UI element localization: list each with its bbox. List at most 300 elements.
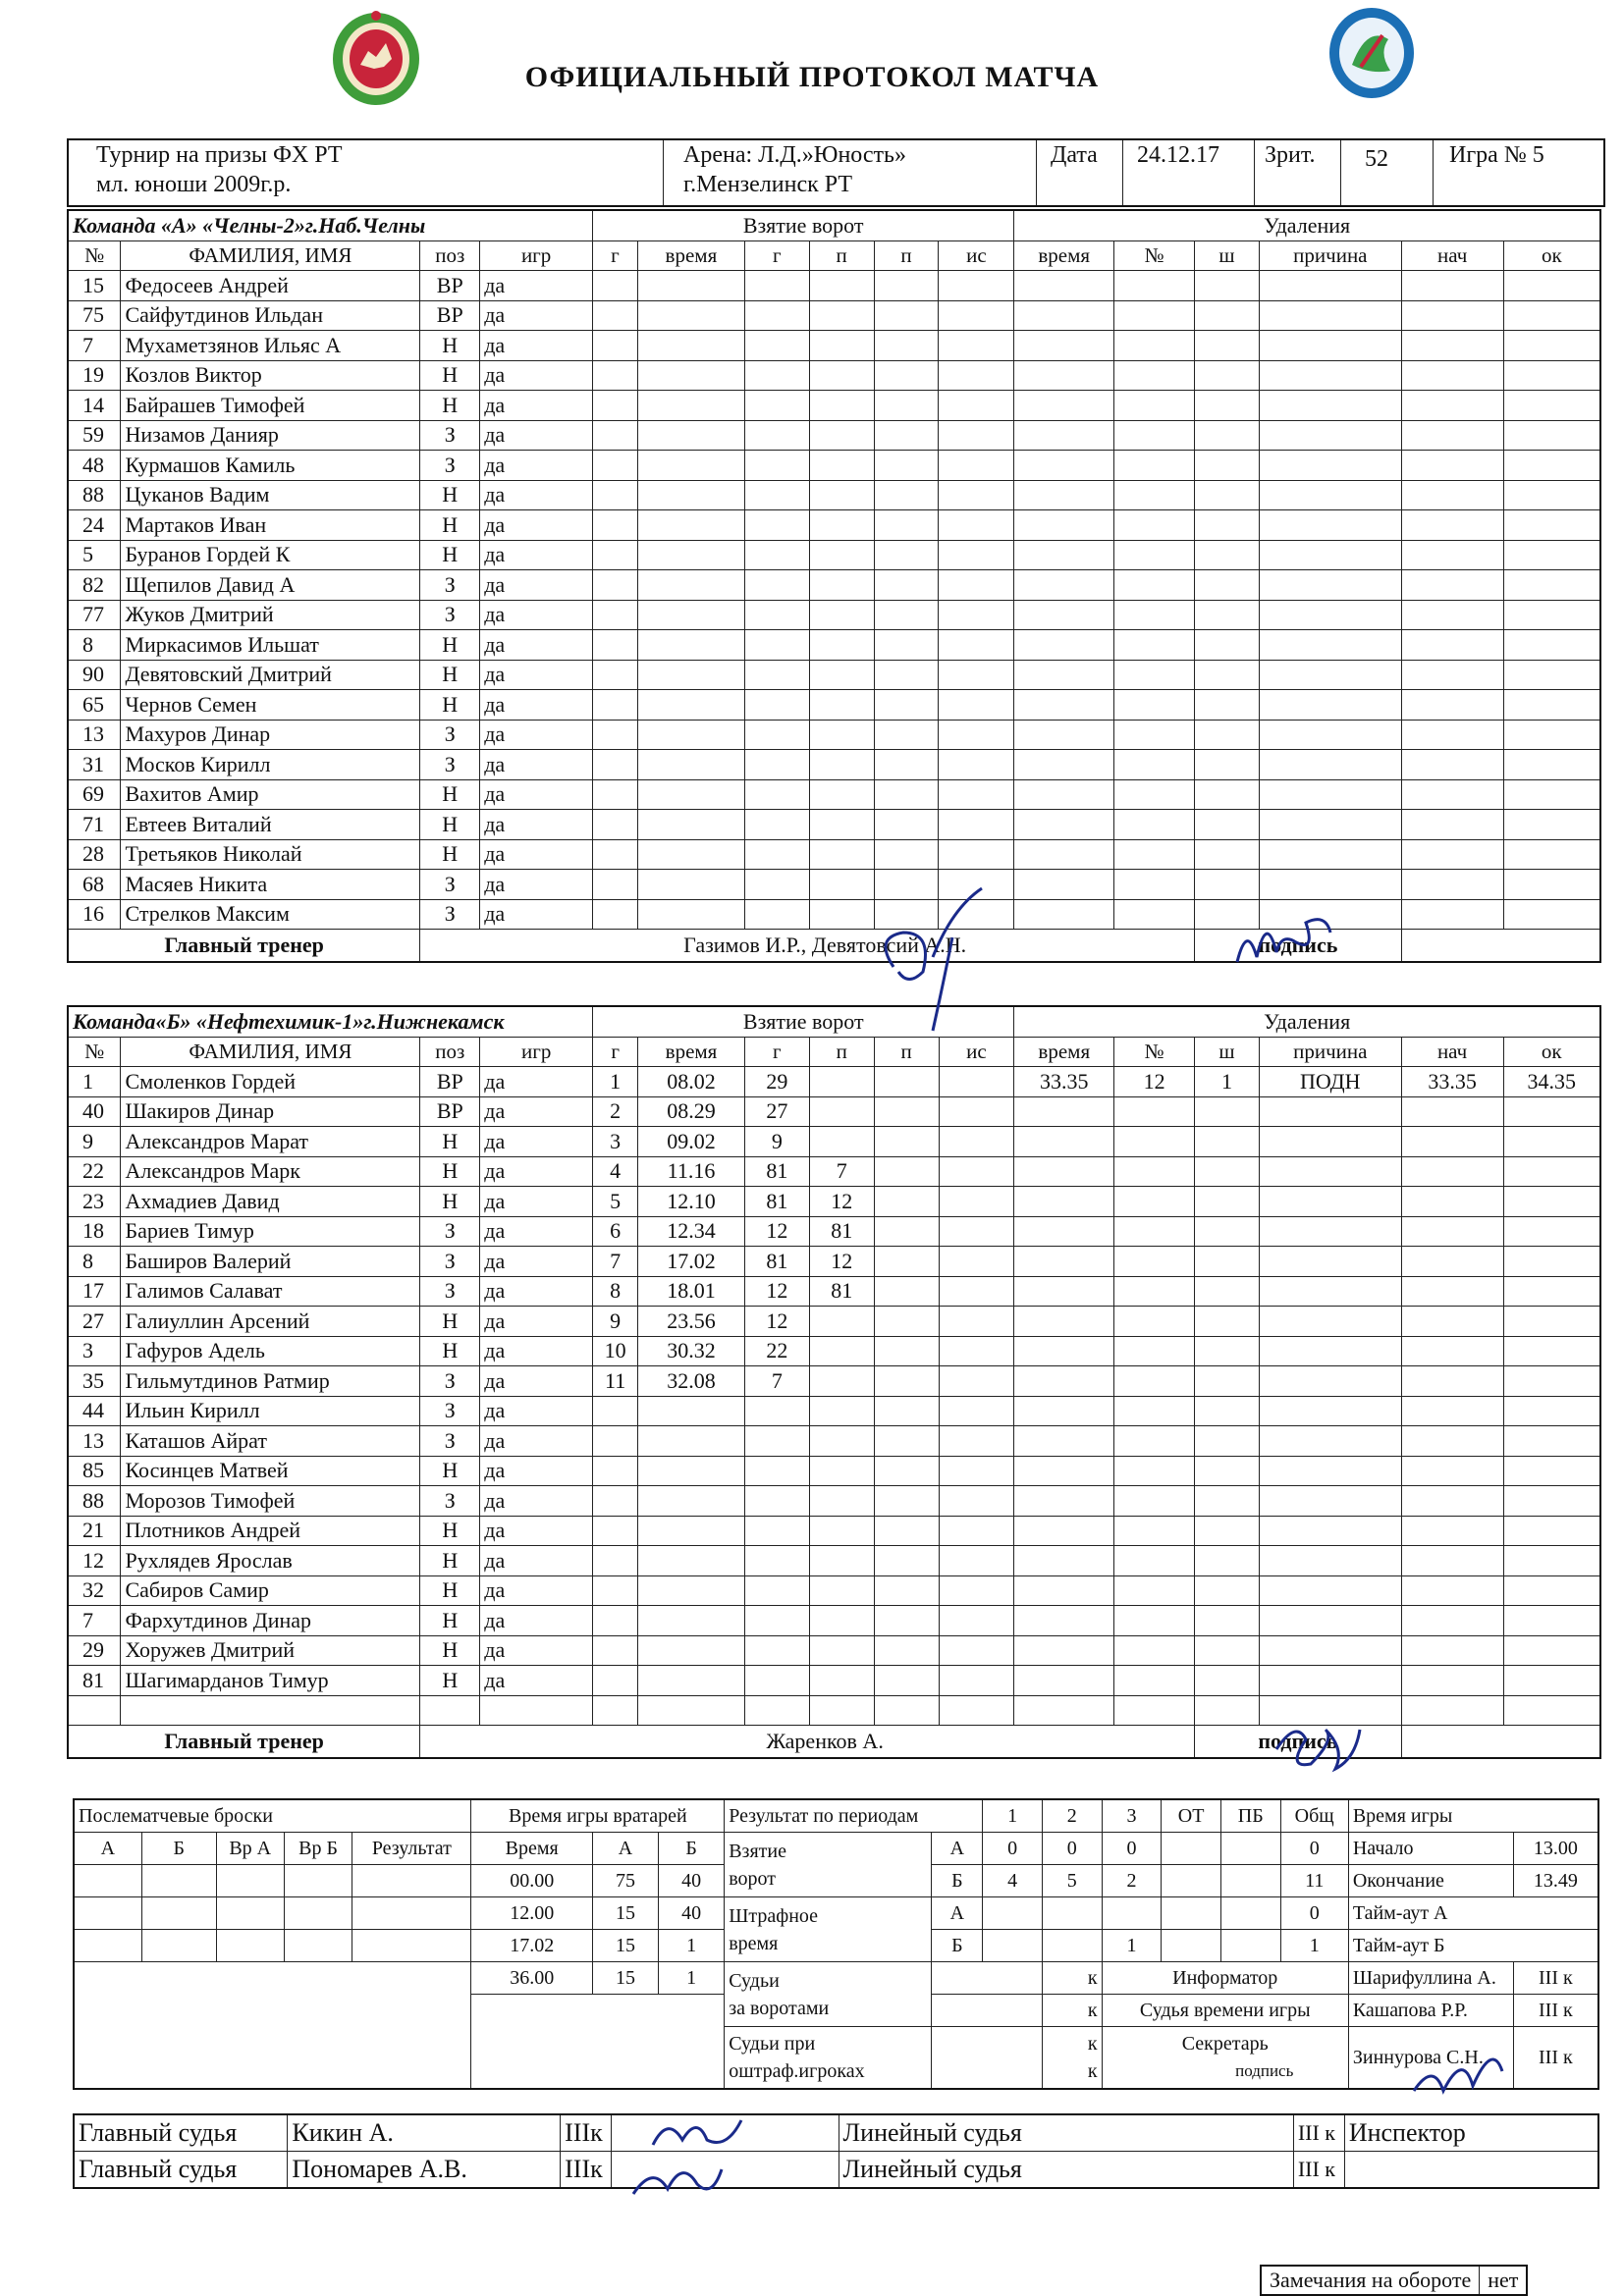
goal-assist-2 (874, 810, 939, 840)
gk-row3-time: 17.02 (471, 1930, 592, 1962)
player-name: Щепилов Давид А (121, 570, 420, 601)
game-number: Игра № 5 (1449, 142, 1544, 168)
penalty-end (1503, 300, 1600, 331)
goal-number: 7 (593, 1247, 638, 1277)
goal-time (638, 1396, 745, 1426)
goal-time (637, 420, 744, 451)
player-position: Н (420, 1666, 480, 1696)
goal-assist-2 (874, 510, 939, 541)
penalty-reason (1259, 600, 1401, 630)
goal-assist-1 (809, 1666, 874, 1696)
chief-referee-1: Кикин А. (288, 2114, 561, 2152)
player-name: Цуканов Вадим (121, 480, 420, 510)
shootout-col-b: Б (141, 1833, 216, 1865)
player-number: 88 (68, 480, 121, 510)
penalty-end (1503, 779, 1600, 810)
player-number: 90 (68, 660, 121, 690)
penalty-reason (1259, 1635, 1401, 1666)
player-row (68, 391, 1600, 421)
goal-time (637, 510, 744, 541)
penalty-end (1503, 570, 1600, 601)
penalty-time (1014, 1187, 1114, 1217)
player-name: Александров Марат (121, 1127, 420, 1157)
goal-scorer: 81 (744, 1156, 809, 1187)
penalty-reason (1259, 271, 1401, 301)
player-name: Низамов Данияр (121, 420, 420, 451)
match-info (67, 138, 1605, 207)
goal-time: 12.34 (638, 1216, 745, 1247)
goal-assist-1 (809, 1635, 874, 1666)
pim-b-total: 1 (1280, 1930, 1348, 1962)
goal-assist-1: 81 (809, 1216, 874, 1247)
penalty-start (1401, 1307, 1503, 1337)
player-played: да (480, 899, 593, 930)
goal-number (593, 690, 638, 721)
goal-situation (939, 540, 1014, 570)
pim-a-p2 (1042, 1897, 1102, 1930)
penalty-minutes (1195, 540, 1260, 570)
penalty-minutes (1195, 1396, 1260, 1426)
penalty-reason (1259, 300, 1401, 331)
penalty-judge-cat (1042, 2027, 1102, 2090)
penalty-start (1401, 1247, 1503, 1277)
start-label: Начало (1348, 1833, 1513, 1865)
goal-assist-1 (809, 1067, 874, 1097)
player-row (68, 510, 1600, 541)
goal-scorer (744, 839, 809, 870)
penalty-minutes (1195, 720, 1260, 750)
pim-b-so (1220, 1930, 1280, 1962)
player-name: Федосеев Андрей (121, 271, 420, 301)
goals-a-p1: 0 (983, 1833, 1043, 1865)
penalty-minutes (1195, 1666, 1260, 1696)
penalty-start (1401, 1575, 1503, 1606)
player-played: да (480, 1546, 593, 1576)
gk-row4-time: 36.00 (471, 1962, 592, 1995)
timeout-a: Тайм-аут А (1348, 1897, 1598, 1930)
goal-situation (939, 300, 1014, 331)
goal-assist-2 (874, 1216, 939, 1247)
goal-assist-1 (809, 839, 874, 870)
arena-cell (664, 140, 1037, 205)
spectators-label: Зрит. (1255, 140, 1341, 205)
chief-referee-2: Пономарев А.В. (288, 2152, 561, 2189)
penalty-reason (1259, 1366, 1401, 1397)
player-row (68, 1216, 1600, 1247)
page-title: ОФИЦИАЛЬНЫЙ ПРОТОКОЛ МАТЧА (524, 61, 1100, 93)
penalty-player (1114, 510, 1195, 541)
goal-number (593, 1695, 638, 1726)
goal-situation (939, 331, 1014, 361)
goal-time (637, 480, 744, 510)
penalty-time (1014, 1096, 1114, 1127)
player-name: Фархутдинов Динар (121, 1606, 420, 1636)
player-position: Н (420, 630, 480, 661)
goals-b-ot (1162, 1865, 1221, 1897)
goal-time (637, 839, 744, 870)
goal-judges-label-2: за воротами (729, 1997, 830, 2019)
player-number: 12 (68, 1546, 121, 1576)
penalty-end (1503, 451, 1600, 481)
player-played: да (480, 660, 593, 690)
goal-number (593, 1426, 638, 1457)
player-row (68, 570, 1600, 601)
goal-assist-1 (809, 1366, 874, 1397)
player-row (68, 690, 1600, 721)
player-name: Гафуров Адель (121, 1336, 420, 1366)
goal-number (593, 271, 638, 301)
penalty-time (1014, 1546, 1114, 1576)
goal-assist-1 (809, 540, 874, 570)
player-row (68, 839, 1600, 870)
penalty-start (1401, 540, 1503, 570)
player-name: Шакиров Динар (121, 1096, 420, 1127)
penalty-time (1014, 870, 1114, 900)
penalty-time (1014, 630, 1114, 661)
goal-scorer (744, 451, 809, 481)
player-row (68, 1635, 1600, 1666)
penalty-player (1114, 1276, 1195, 1307)
penalty-start (1401, 839, 1503, 870)
goal-assist-2 (874, 839, 939, 870)
col-name: ФАМИЛИЯ, ИМЯ (121, 1037, 420, 1067)
goal-assist-2 (874, 1156, 939, 1187)
player-number: 40 (68, 1096, 121, 1127)
player-row (68, 1575, 1600, 1606)
goal-number (593, 420, 638, 451)
penalty-reason (1259, 331, 1401, 361)
player-position: З (420, 1486, 480, 1517)
penalty-start (1401, 1396, 1503, 1426)
player-name: Ильин Кирилл (121, 1396, 420, 1426)
player-position: З (420, 750, 480, 780)
player-played: да (480, 600, 593, 630)
player-position: З (420, 600, 480, 630)
player-number: 59 (68, 420, 121, 451)
goal-assist-2 (874, 1276, 939, 1307)
penalty-time (1014, 720, 1114, 750)
penalty-minutes (1195, 870, 1260, 900)
player-played: да (480, 1396, 593, 1426)
penalty-player (1114, 1127, 1195, 1157)
penalty-minutes (1195, 570, 1260, 601)
timekeeper-label: Судья времени игры (1102, 1995, 1348, 2027)
goal-assist-2 (874, 1546, 939, 1576)
goal-time (637, 870, 744, 900)
player-name: Курмашов Камиль (121, 451, 420, 481)
penalty-minutes (1195, 779, 1260, 810)
date-value: 24.12.17 (1123, 140, 1255, 205)
penalty-time (1014, 510, 1114, 541)
period-2: 2 (1042, 1799, 1102, 1833)
remarks-value: нет (1480, 2266, 1528, 2295)
penalty-player (1114, 1096, 1195, 1127)
player-row (68, 899, 1600, 930)
penalty-end (1503, 630, 1600, 661)
goal-assist-2 (874, 1127, 939, 1157)
goal-assist-1 (809, 1486, 874, 1517)
penalty-reason: ПОДН (1259, 1067, 1401, 1097)
goal-assist-2 (874, 1247, 939, 1277)
goal-scorer (744, 1426, 809, 1457)
penalty-minutes (1195, 1187, 1260, 1217)
goal-situation (939, 1336, 1014, 1366)
goal-number (593, 1666, 638, 1696)
col-pen-num: № (1114, 1037, 1195, 1067)
linesman-2-cat: III к (1293, 2152, 1344, 2189)
penalty-time (1014, 570, 1114, 601)
penalty-end (1503, 839, 1600, 870)
penalty-time (1014, 1516, 1114, 1546)
col-played: игр (480, 240, 593, 271)
goal-scorer (744, 600, 809, 630)
player-row (68, 810, 1600, 840)
goal-number (593, 750, 638, 780)
penalty-time (1014, 451, 1114, 481)
goal-situation (939, 1606, 1014, 1636)
player-position (420, 1695, 480, 1726)
penalty-minutes (1195, 660, 1260, 690)
player-played: да (480, 451, 593, 481)
penalty-minutes (1195, 630, 1260, 661)
player-number: 88 (68, 1486, 121, 1517)
informer-name: Шарифуллина А. (1348, 1962, 1513, 1995)
penalty-reason (1259, 1516, 1401, 1546)
goal-assist-2 (874, 1456, 939, 1486)
goal-assist-2 (874, 1486, 939, 1517)
penalty-player (1114, 451, 1195, 481)
goals-label (725, 1833, 932, 1897)
goal-assist-2 (874, 1396, 939, 1426)
pim-label-1: Штрафное (729, 1904, 819, 1927)
team-a-signature-label: подпись (1195, 930, 1402, 963)
penalty-player (1114, 300, 1195, 331)
goal-number (593, 391, 638, 421)
penalty-end (1503, 1486, 1600, 1517)
col-pen-num: № (1114, 240, 1195, 271)
penalty-end (1503, 1187, 1600, 1217)
goal-assist-2 (874, 1307, 939, 1337)
penalty-end (1503, 1666, 1600, 1696)
penalty-reason (1259, 1096, 1401, 1127)
goal-assist-2 (874, 451, 939, 481)
pim-b-p3: 1 (1102, 1930, 1162, 1962)
gk-row2-b: 40 (659, 1897, 725, 1930)
penalty-reason (1259, 1396, 1401, 1426)
period-1: 1 (983, 1799, 1043, 1833)
penalty-time (1014, 1575, 1114, 1606)
player-played: да (480, 1366, 593, 1397)
player-position: З (420, 1396, 480, 1426)
goal-scorer (744, 1516, 809, 1546)
goal-number (593, 360, 638, 391)
penalty-time (1014, 1247, 1114, 1277)
penalty-time (1014, 600, 1114, 630)
referees-table (73, 2113, 1599, 2189)
goal-scorer (744, 480, 809, 510)
team-b-name: Команда«Б» «Нефтехимик-1»г.Нижнекамск (68, 1006, 593, 1037)
player-played: да (480, 839, 593, 870)
team-a-coach-label: Главный тренер (68, 930, 420, 963)
player-number: 35 (68, 1366, 121, 1397)
player-position: Н (420, 1575, 480, 1606)
goal-assist-1 (809, 451, 874, 481)
goal-time: 30.32 (638, 1336, 745, 1366)
informer-cat: III к (1513, 1962, 1598, 1995)
inspector-label: Инспектор (1344, 2114, 1598, 2152)
goal-scorer: 9 (744, 1127, 809, 1157)
linesman-1-cat: III к (1293, 2114, 1344, 2152)
col-start: нач (1401, 240, 1503, 271)
goal-assist-1 (809, 1456, 874, 1486)
goal-scorer (744, 1456, 809, 1486)
penalty-start (1401, 1216, 1503, 1247)
player-played: да (480, 1575, 593, 1606)
goal-scorer (744, 660, 809, 690)
player-number: 31 (68, 750, 121, 780)
goal-time (638, 1516, 745, 1546)
goal-assist-1 (809, 1336, 874, 1366)
penalty-start (1401, 660, 1503, 690)
goals-b-p1: 4 (983, 1865, 1043, 1897)
player-name: Косинцев Матвей (121, 1456, 420, 1486)
goal-situation (939, 600, 1014, 630)
goal-time (637, 271, 744, 301)
goals-a-p3: 0 (1102, 1833, 1162, 1865)
penalty-start (1401, 1127, 1503, 1157)
penalty-minutes (1195, 480, 1260, 510)
col-scorer: г (744, 1037, 809, 1067)
penalty-end (1503, 720, 1600, 750)
goal-situation (939, 1187, 1014, 1217)
goal-time: 09.02 (638, 1127, 745, 1157)
penalty-reason (1259, 1486, 1401, 1517)
penalty-player (1114, 720, 1195, 750)
goal-scorer (744, 1606, 809, 1636)
goal-assist-2 (874, 1067, 939, 1097)
goal-scorer: 81 (744, 1187, 809, 1217)
player-name: Жуков Дмитрий (121, 600, 420, 630)
goal-judge1-cat: к (1042, 1962, 1102, 1995)
penalty-end (1503, 480, 1600, 510)
player-row (68, 1426, 1600, 1457)
penalty-minutes (1195, 750, 1260, 780)
penalty-time (1014, 391, 1114, 421)
pim-a-total: 0 (1280, 1897, 1348, 1930)
penalty-reason (1259, 839, 1401, 870)
penalty-minutes (1195, 1486, 1260, 1517)
goal-scorer (744, 540, 809, 570)
player-position: Н (420, 510, 480, 541)
shootout-label: Послематчевые броски (74, 1799, 471, 1833)
player-played: да (480, 391, 593, 421)
col-start: нач (1401, 1037, 1503, 1067)
penalty-time (1014, 1606, 1114, 1636)
column-headers (68, 240, 1600, 271)
player-position: Н (420, 1606, 480, 1636)
penalty-reason (1259, 510, 1401, 541)
player-row (68, 1067, 1600, 1097)
penalties-header: Удаления (1014, 1006, 1600, 1037)
player-name: Галимов Салават (121, 1276, 420, 1307)
player-number: 19 (68, 360, 121, 391)
penalty-player (1114, 1546, 1195, 1576)
player-number: 23 (68, 1187, 121, 1217)
player-position: З (420, 720, 480, 750)
penalty-minutes (1195, 600, 1260, 630)
penalty-end (1503, 420, 1600, 451)
goal-assist-2 (874, 300, 939, 331)
period-ot: ОТ (1162, 1799, 1221, 1833)
penalty-minutes (1195, 331, 1260, 361)
player-number: 14 (68, 391, 121, 421)
penalty-start (1401, 1456, 1503, 1486)
player-row (68, 1276, 1600, 1307)
player-row (68, 1516, 1600, 1546)
goal-situation (939, 451, 1014, 481)
secretary-cat: III к (1513, 2027, 1598, 2090)
player-row (68, 360, 1600, 391)
team-a-signature (1401, 930, 1600, 963)
team-b-table (67, 1005, 1601, 1759)
penalty-player (1114, 1336, 1195, 1366)
penalty-time (1014, 1366, 1114, 1397)
penalty-start (1401, 750, 1503, 780)
goal-assist-2 (874, 1516, 939, 1546)
goal-assist-2 (874, 1096, 939, 1127)
penalty-minutes (1195, 1156, 1260, 1187)
pim-team-b: Б (932, 1930, 983, 1962)
chief-referee-2-cat: IIIк (561, 2152, 612, 2189)
goal-time (638, 1546, 745, 1576)
penalty-player (1114, 1396, 1195, 1426)
player-position: Н (420, 1635, 480, 1666)
goal-situation (939, 1486, 1014, 1517)
goal-situation (939, 750, 1014, 780)
goal-assist-1 (809, 750, 874, 780)
penalty-reason (1259, 870, 1401, 900)
penalty-minutes (1195, 1695, 1260, 1726)
penalty-reason (1259, 720, 1401, 750)
goal-time (637, 300, 744, 331)
player-position: З (420, 420, 480, 451)
goal-situation (939, 630, 1014, 661)
goal-assist-2 (874, 1187, 939, 1217)
player-number: 7 (68, 1606, 121, 1636)
goal-number (593, 451, 638, 481)
goal-assist-1 (809, 391, 874, 421)
player-name: Смоленков Гордей (121, 1067, 420, 1097)
player-row (68, 540, 1600, 570)
goal-scorer (744, 810, 809, 840)
timekeeper-name: Кашапова Р.Р. (1348, 1995, 1513, 2027)
player-name: Москов Кирилл (121, 750, 420, 780)
goals-a-p2: 0 (1042, 1833, 1102, 1865)
goal-situation (939, 779, 1014, 810)
player-played: да (480, 1336, 593, 1366)
player-name: Каташов Айрат (121, 1426, 420, 1457)
player-number: 18 (68, 1216, 121, 1247)
penalty-time (1014, 1456, 1114, 1486)
penalty-start (1401, 1366, 1503, 1397)
penalty-time (1014, 1276, 1114, 1307)
goal-time: 12.10 (638, 1187, 745, 1217)
penalty-minutes (1195, 1426, 1260, 1457)
goal-situation (939, 1456, 1014, 1486)
player-number: 82 (68, 570, 121, 601)
goal-assist-2 (874, 1695, 939, 1726)
goal-number: 3 (593, 1127, 638, 1157)
